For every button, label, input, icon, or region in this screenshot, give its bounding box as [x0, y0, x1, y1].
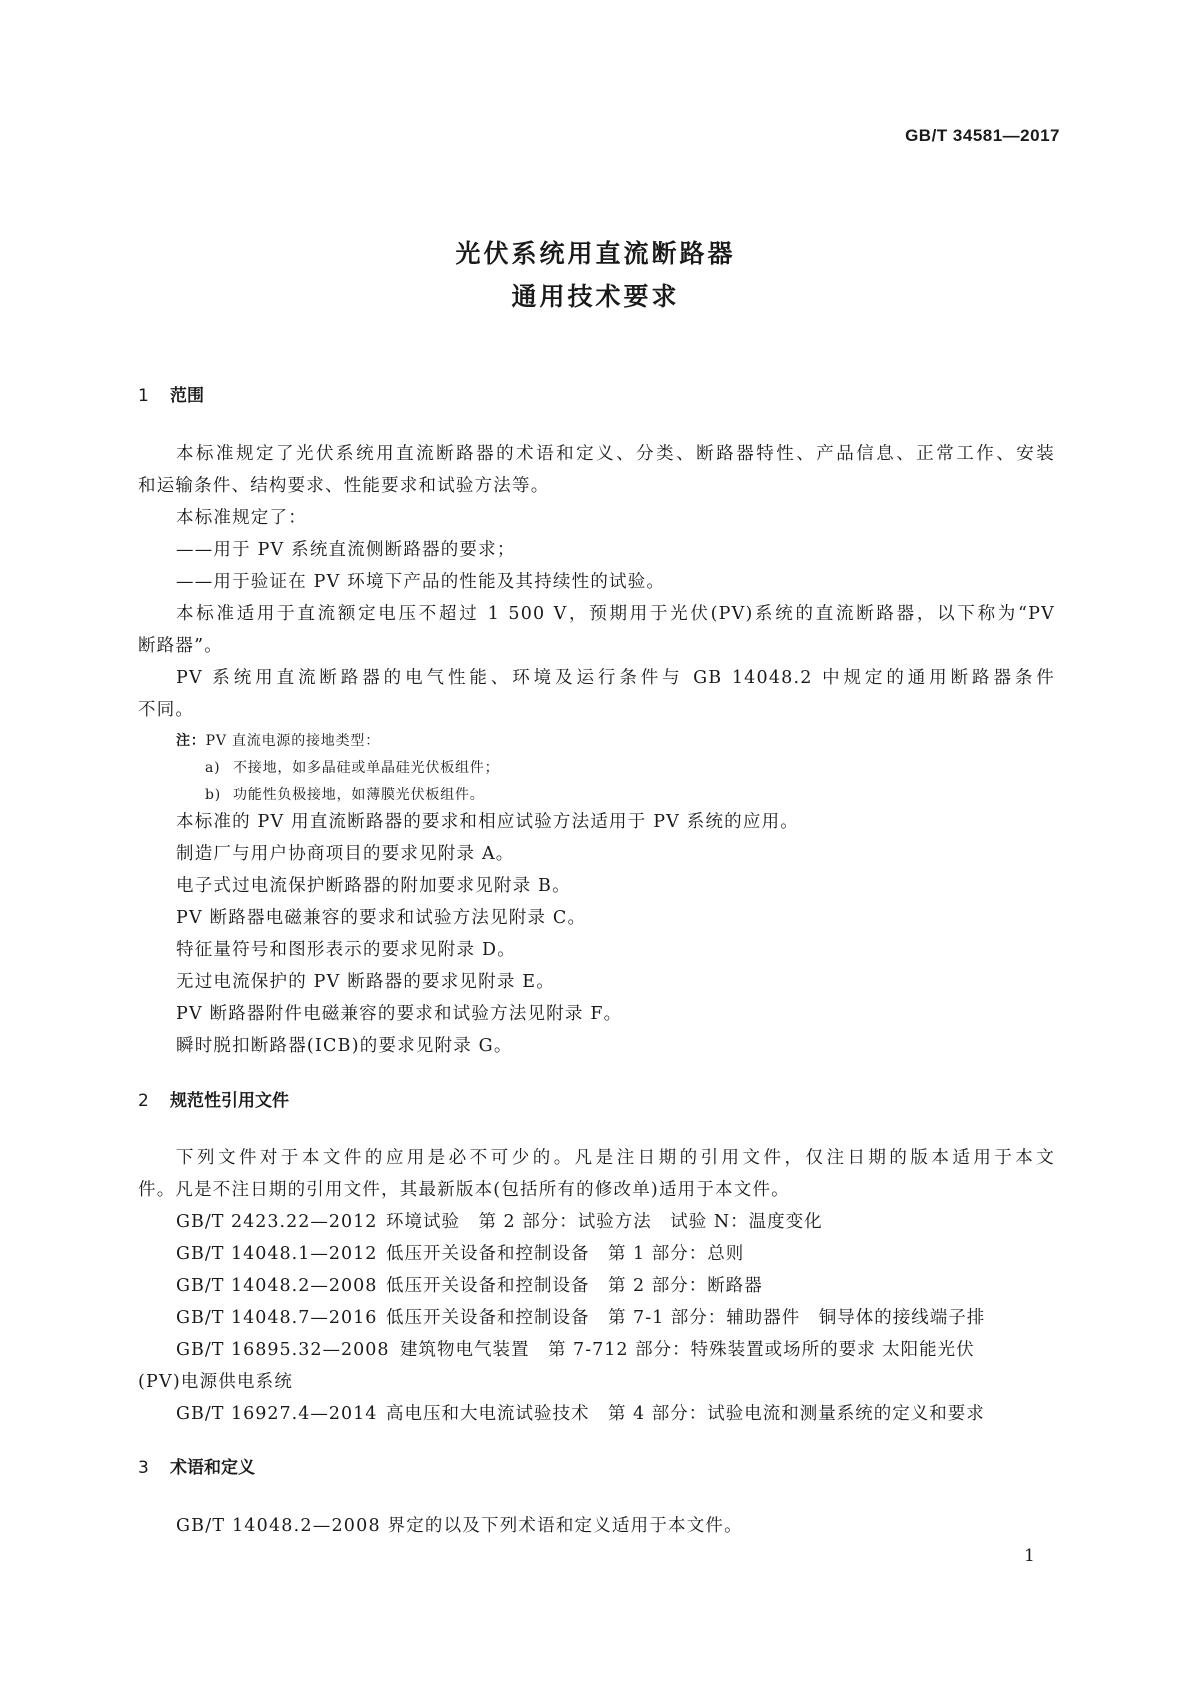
reference-item — [176, 1304, 985, 1329]
reference-code: GB/T 14048.2—2008 — [176, 1276, 378, 1296]
reference-title: 环境试验 第 2 部分：试验方法 试验 N：温度变化 — [386, 1212, 823, 1232]
reference-title: 低压开关设备和控制设备 第 1 部分：总则 — [386, 1244, 745, 1264]
reference-code: GB/T 14048.7—2016 — [176, 1308, 378, 1328]
section-title: 范围 — [170, 386, 204, 406]
paragraph-line: 瞬时脱扣断路器(ICB)的要求见附录 G。 — [176, 1036, 513, 1056]
paragraph-line: 本标准的 PV 用直流断路器的要求和相应试验方法适用于 PV 系统的应用。 — [176, 812, 799, 832]
paragraph-line: GB/T 14048.2—2008 界定的以及下列术语和定义适用于本文件。 — [176, 1516, 743, 1536]
paragraph-line: 和运输条件、结构要求、性能要求和试验方法等。 — [138, 476, 550, 496]
paragraph-line: 件。凡是不注日期的引用文件，其最新版本(包括所有的修改单)适用于本文件。 — [138, 1180, 790, 1200]
section-3-heading — [138, 1453, 255, 1478]
page-number: 1 — [1024, 1546, 1035, 1566]
reference-item — [176, 1240, 744, 1265]
document-title-line2: 通用技术要求 — [511, 282, 680, 311]
note-item-text: 功能性负极接地，如薄膜光伏板组件。 — [233, 787, 485, 803]
paragraph-line: 本标准规定了： — [176, 508, 307, 528]
reference-continuation: (PV)电源供电系统 — [138, 1372, 294, 1392]
paragraph-line: 制造厂与用户协商项目的要求见附录 A。 — [176, 844, 515, 864]
section-number: 1 — [138, 386, 149, 406]
reference-item — [176, 1336, 975, 1361]
paragraph-line: PV 系统用直流断路器的电气性能、环境及运行条件与 GB 14048.2 中规定的通用断路器条件 — [176, 668, 1055, 688]
reference-title: 低压开关设备和控制设备 第 7-1 部分：辅助器件 铜导体的接线端子排 — [386, 1308, 986, 1328]
note-label: 注： — [176, 733, 206, 749]
section-number: 3 — [138, 1458, 149, 1478]
section-2-heading — [138, 1086, 289, 1111]
paragraph-line: 特征量符号和图形表示的要求见附录 D。 — [176, 940, 516, 960]
paragraph-line: 断路器”。 — [138, 636, 223, 656]
list-item: ——用于验证在 PV 环境下产品的性能及其持续性的试验。 — [176, 572, 666, 592]
note — [176, 730, 380, 750]
reference-code: GB/T 16895.32—2008 — [176, 1340, 390, 1360]
reference-title: 建筑物电气装置 第 7-712 部分：特殊装置或场所的要求 太阳能光伏 — [400, 1340, 975, 1360]
note-item — [205, 784, 485, 804]
standard-number: GB/T 34581—2017 — [905, 126, 1060, 145]
reference-item — [176, 1272, 763, 1297]
note-text: PV 直流电源的接地类型： — [205, 733, 380, 749]
note-item-text: 不接地，如多晶硅或单晶硅光伏板组件； — [233, 760, 500, 776]
paragraph-line: 电子式过电流保护断路器的附加要求见附录 B。 — [176, 876, 571, 896]
paragraph-line: 不同。 — [138, 700, 195, 720]
reference-code: GB/T 16927.4—2014 — [176, 1404, 378, 1424]
paragraph-line: PV 断路器电磁兼容的要求和试验方法见附录 C。 — [176, 908, 587, 928]
reference-title: 低压开关设备和控制设备 第 2 部分：断路器 — [386, 1276, 763, 1296]
reference-item — [176, 1400, 985, 1425]
reference-code: GB/T 14048.1—2012 — [176, 1244, 378, 1264]
paragraph-line: 下列文件对于本文件的应用是必不可少的。凡是注日期的引用文件，仅注日期的版本适用于本文 — [176, 1148, 1055, 1168]
paragraph-line: 本标准规定了光伏系统用直流断路器的术语和定义、分类、断路器特性、产品信息、正常工作、安装 — [176, 444, 1055, 464]
section-title: 术语和定义 — [170, 1458, 255, 1478]
note-item-label: b) — [205, 787, 222, 803]
paragraph-line: 本标准适用于直流额定电压不超过 1 500 V，预期用于光伏(PV)系统的直流断路器，以下称为“PV — [176, 604, 1055, 624]
reference-title: 高电压和大电流试验技术 第 4 部分：试验电流和测量系统的定义和要求 — [386, 1404, 985, 1424]
reference-code: GB/T 2423.22—2012 — [176, 1212, 378, 1232]
list-item: ——用于 PV 系统直流侧断路器的要求； — [176, 540, 516, 560]
note-item-label: a) — [205, 760, 221, 776]
section-title: 规范性引用文件 — [170, 1091, 289, 1111]
document-title-line1: 光伏系统用直流断路器 — [455, 239, 736, 268]
note-item — [205, 757, 499, 777]
paragraph-line: PV 断路器附件电磁兼容的要求和试验方法见附录 F。 — [176, 1004, 623, 1024]
section-number: 2 — [138, 1091, 149, 1111]
section-1-heading — [138, 381, 204, 406]
reference-item — [176, 1208, 823, 1233]
paragraph-line: 无过电流保护的 PV 断路器的要求见附录 E。 — [176, 972, 555, 992]
